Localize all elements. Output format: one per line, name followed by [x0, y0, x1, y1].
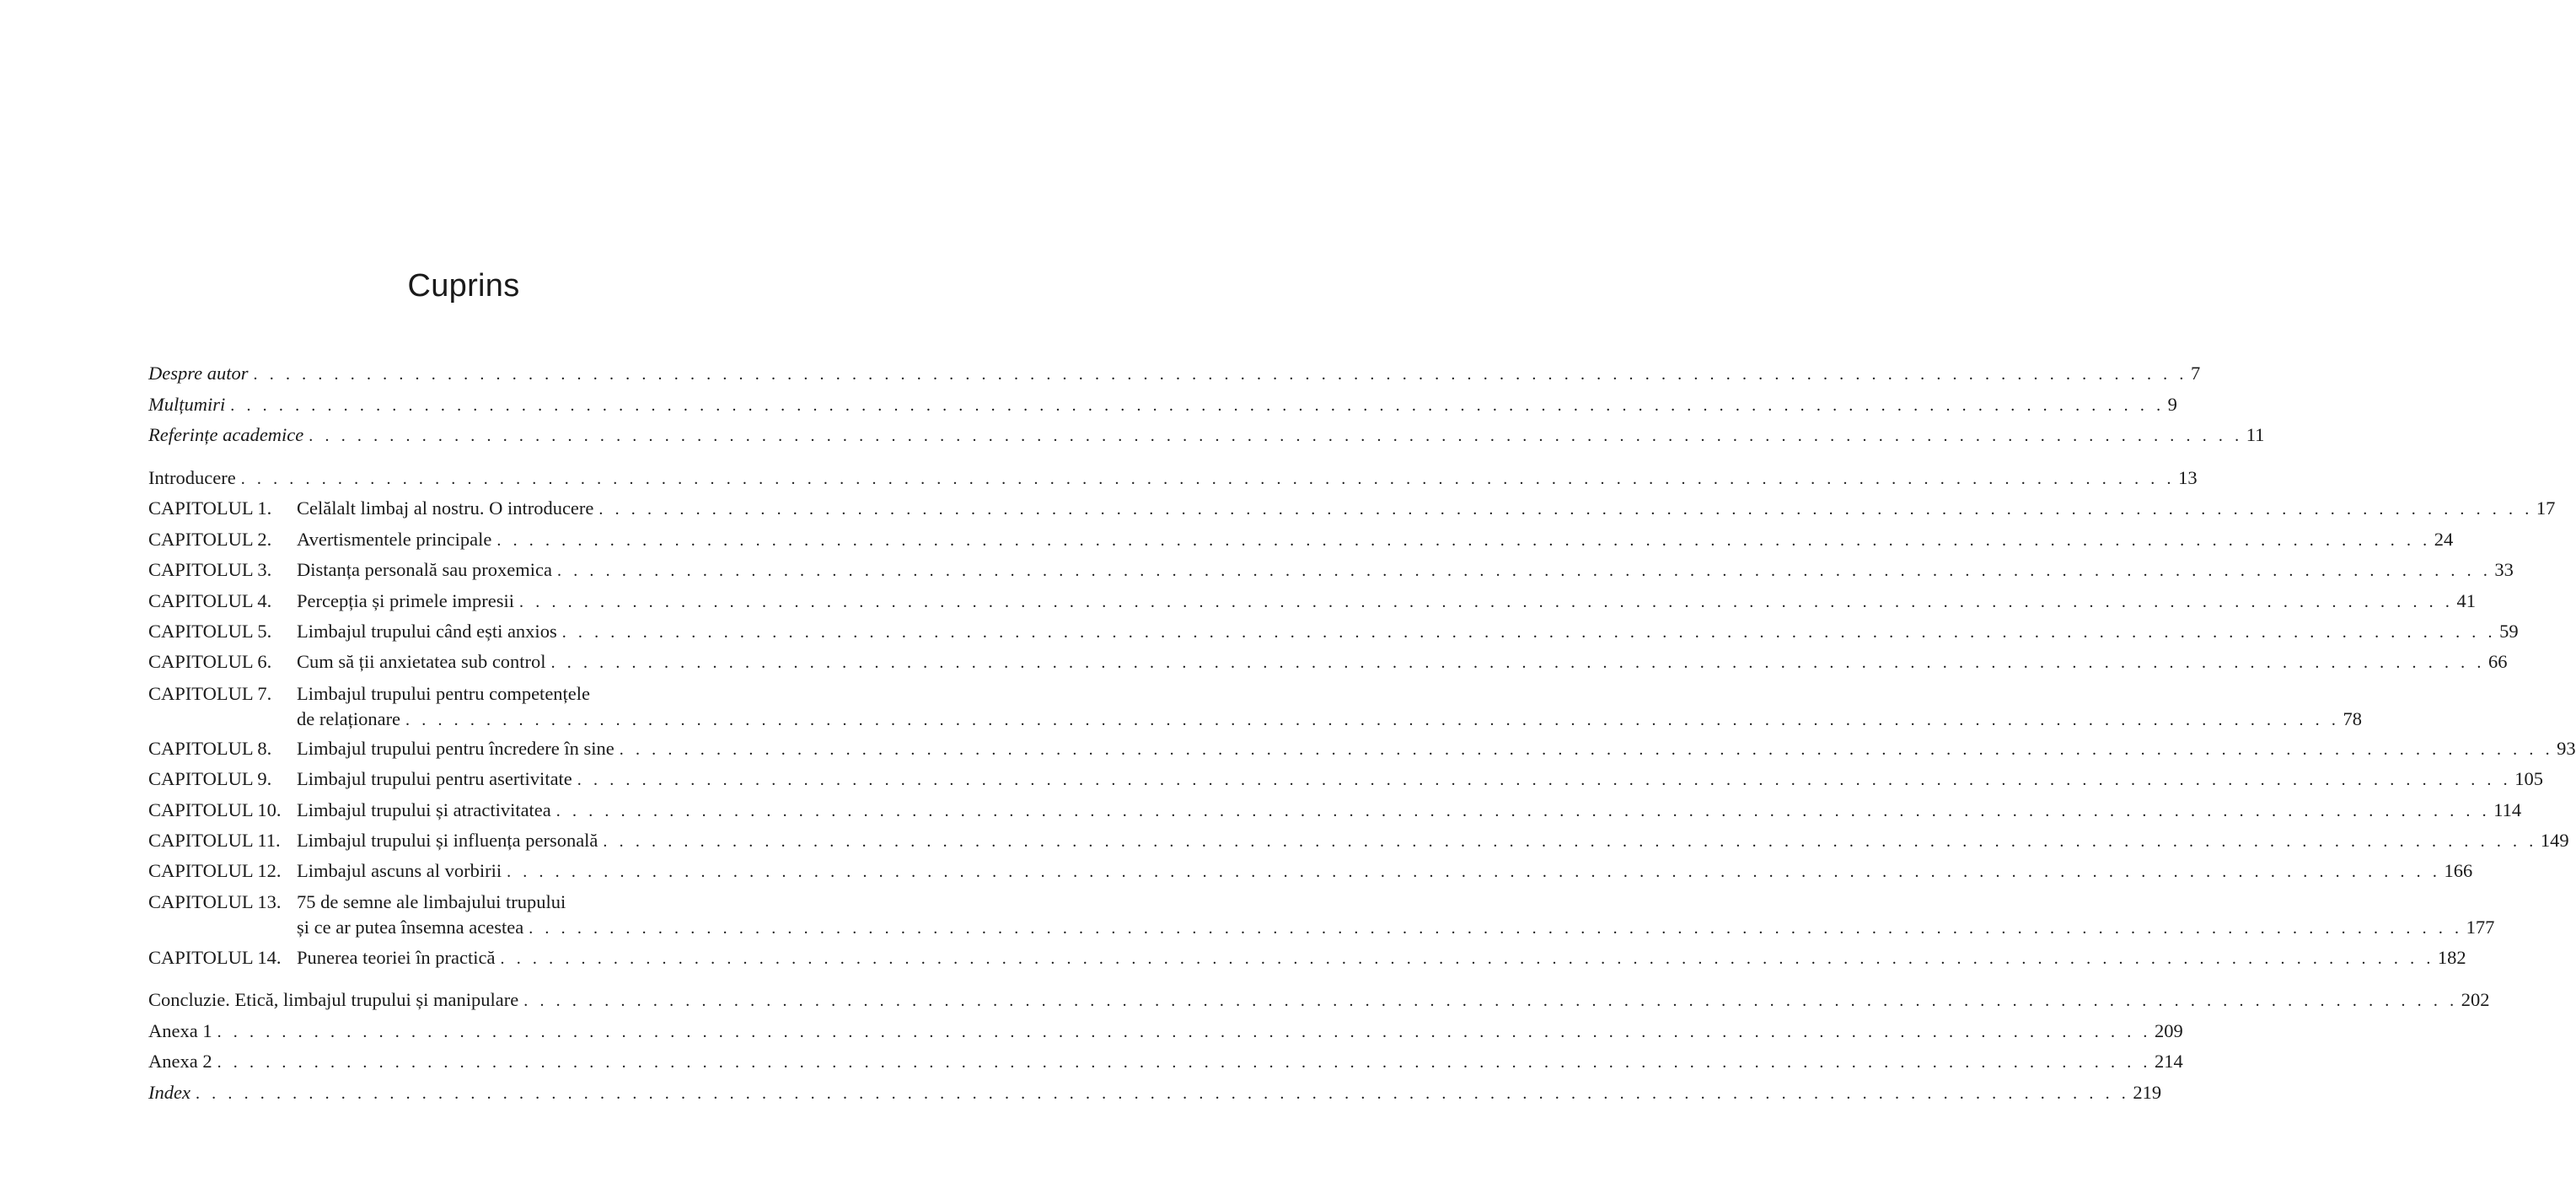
dot-leader: . . . . . . . . . . . . . . . . . . . . . . . . . . . . . . . . . . . . . . . . . . . . . . . . . . . . . . . . . . . . . . . . . . . . . . . . . . . . . . . . . . . . . . . . . . . . . . . . . . . . . . . . . . . . . . . . . . . . . . . . — [217, 1023, 2152, 1041]
entry-title: Distanța personală sau proxemica — [297, 559, 553, 580]
page-number: 114 — [2493, 799, 2522, 820]
dot-leader: . . . . . . . . . . . . . . . . . . . . . . . . . . . . . . . . . . . . . . . . . . . . . . . . . . . . . . . . . . . . . . . . . . . . . . . . . . . . . . . . . . . . . . . . . . . . . . . . . . . . . . . . . . . . . . . . . . . . . . . . — [230, 396, 2165, 415]
entry-title-continued: de relaționare — [297, 708, 401, 729]
dot-leader: . . . . . . . . . . . . . . . . . . . . . . . . . . . . . . . . . . . . . . . . . . . . . . . . . . . . . . . . . . . . . . . . . . . . . . . . . . . . . . . . . . . . . . . . . . . . . . . . . . . . . . . . . . . . . . . . . . . . . . . . — [195, 1084, 2130, 1103]
page-title: Cuprins — [407, 268, 520, 304]
dot-leader: . . . . . . . . . . . . . . . . . . . . . . . . . . . . . . . . . . . . . . . . . . . . . . . . . . . . . . . . . . . . . . . . . . . . . . . . . . . . . . . . . . . . . . . . . . . . . . . . . . . . . . . . . . . . . . . . . . . . . . . . — [555, 802, 2491, 820]
page-number: 66 — [2487, 651, 2508, 672]
page-number: 219 — [2133, 1082, 2162, 1103]
dot-leader: . . . . . . . . . . . . . . . . . . . . . . . . . . . . . . . . . . . . . . . . . . . . . . . . . . . . . . . . . . . . . . . . . . . . . . . . . . . . . . . . . . . . . . . . . . . . . . . . . . . . . . . . . . . . . . . . . . . . . . . . — [519, 593, 2454, 611]
toc-entry[interactable] — [148, 422, 2265, 448]
dot-leader: . . . . . . . . . . . . . . . . . . . . . . . . . . . . . . . . . . . . . . . . . . . . . . . . . . . . . . . . . . . . . . . . . . . . . . . . . . . . . . . . . . . . . . . . . . . . . . . . . . . . . . . . . . . . . . . . . . . . . . . . — [603, 832, 2537, 851]
toc-entry[interactable] — [148, 527, 2454, 552]
chapter-label: CAPITOLUL 2. — [148, 529, 272, 550]
page-number: 93 — [2557, 738, 2576, 759]
entry-title: Punerea teoriei în practică — [297, 947, 496, 968]
chapter-label: CAPITOLUL 11. — [148, 830, 281, 851]
chapter-label: CAPITOLUL 6. — [148, 651, 272, 672]
toc-entry[interactable] — [148, 557, 2514, 583]
toc-entry[interactable] — [148, 619, 2519, 644]
entry-title: Despre autor — [148, 363, 249, 384]
toc-entry[interactable] — [148, 649, 2508, 675]
chapter-label: CAPITOLUL 3. — [148, 559, 272, 580]
toc-entry[interactable] — [148, 681, 2362, 732]
entry-title: Referințe academice — [148, 424, 304, 445]
toc-entry[interactable] — [148, 361, 2201, 386]
toc-entry[interactable] — [148, 828, 2569, 853]
toc-entry[interactable] — [148, 1080, 2162, 1105]
entry-title: 75 de semne ale limbajului trupului — [297, 891, 566, 912]
toc-entry[interactable] — [148, 890, 2495, 940]
dot-leader: . . . . . . . . . . . . . . . . . . . . . . . . . . . . . . . . . . . . . . . . . . . . . . . . . . . . . . . . . . . . . . . . . . . . . . . . . . . . . . . . . . . . . . . . . . . . . . . . . . . . . . . . . . . . . . . . . . . . . . . . — [496, 531, 2431, 550]
chapter-label: CAPITOLUL 8. — [148, 738, 272, 759]
page-number: 182 — [2437, 947, 2466, 968]
toc-entry[interactable] — [148, 766, 2543, 792]
chapter-label: CAPITOLUL 5. — [148, 621, 272, 642]
dot-leader: . . . . . . . . . . . . . . . . . . . . . . . . . . . . . . . . . . . . . . . . . . . . . . . . . . . . . . . . . . . . . . . . . . . . . . . . . . . . . . . . . . . . . . . . . . . . . . . . . . . . . . . . . . . . . . . . . . . . . . . . — [577, 771, 2512, 789]
entry-title: Percepția și primele impresii — [297, 590, 515, 611]
dot-leader: . . . . . . . . . . . . . . . . . . . . . . . . . . . . . . . . . . . . . . . . . . . . . . . . . . . . . . . . . . . . . . . . . . . . . . . . . . . . . . . . . . . . . . . . . . . . . . . . . . . . . . . . . . . . . . . . . . . . . . . . — [217, 1053, 2152, 1072]
page-number: 177 — [2466, 917, 2495, 938]
dot-leader: . . . . . . . . . . . . . . . . . . . . . . . . . . . . . . . . . . . . . . . . . . . . . . . . . . . . . . . . . . . . . . . . . . . . . . . . . . . . . . . . . . . . . . . . . . . . . . . . . . . . . . . . . . . . . . . . . . . . . . . . — [529, 919, 2463, 938]
chapter-label: CAPITOLUL 1. — [148, 497, 272, 519]
entry-title: Mulțumiri — [148, 394, 226, 415]
toc-entry[interactable] — [148, 392, 2177, 417]
page-number: 41 — [2456, 590, 2476, 611]
dot-leader: . . . . . . . . . . . . . . . . . . . . . . . . . . . . . . . . . . . . . . . . . . . . . . . . . . . . . . . . . . . . . . . . . . . . . . . . . . . . . . . . . . . . . . . . . . . . . . . . . . . . . . . . . . . . . . . . . . . . . . . . — [253, 365, 2187, 384]
chapter-label: CAPITOLUL 9. — [148, 768, 272, 789]
page-number: 149 — [2540, 830, 2569, 851]
page-number: 214 — [2155, 1051, 2183, 1072]
toc-entry[interactable] — [148, 1049, 2183, 1074]
toc-entry[interactable] — [148, 798, 2522, 823]
entry-title: Limbajul trupului pentru asertivitate — [297, 768, 572, 789]
page-number: 202 — [2461, 989, 2490, 1010]
dot-leader: . . . . . . . . . . . . . . . . . . . . . . . . . . . . . . . . . . . . . . . . . . . . . . . . . . . . . . . . . . . . . . . . . . . . . . . . . . . . . . . . . . . . . . . . . . . . . . . . . . . . . . . . . . . . . . . . . . . . . . . . — [557, 562, 2492, 580]
page-number: 78 — [2343, 708, 2362, 729]
page-number: 24 — [2434, 529, 2454, 550]
chapter-label: CAPITOLUL 14. — [148, 947, 282, 968]
dot-leader: . . . . . . . . . . . . . . . . . . . . . . . . . . . . . . . . . . . . . . . . . . . . . . . . . . . . . . . . . . . . . . . . . . . . . . . . . . . . . . . . . . . . . . . . . . . . . . . . . . . . . . . . . . . . . . . . . . . . . . . . — [619, 740, 2554, 759]
chapter-label: CAPITOLUL 13. — [148, 891, 282, 912]
entry-title: Cum să ții anxietatea sub control — [297, 651, 546, 672]
toc-entry[interactable] — [148, 589, 2476, 614]
page-number: 9 — [2167, 394, 2177, 415]
entry-title: Celălalt limbaj al nostru. O introducere — [297, 497, 594, 519]
page-number: 7 — [2190, 363, 2201, 384]
toc-entry[interactable] — [148, 945, 2466, 970]
entry-title: Avertismentele principale — [297, 529, 492, 550]
entry-title: Limbajul trupului când ești anxios — [297, 621, 557, 642]
entry-title: Limbajul trupului și atractivitatea — [297, 799, 551, 820]
toc-entry[interactable] — [148, 1019, 2183, 1044]
page-number: 33 — [2494, 559, 2514, 580]
entry-title-continued: și ce ar putea însemna acestea — [297, 917, 524, 938]
entry-title: Limbajul trupului și influența personală — [297, 830, 598, 851]
page-number: 209 — [2155, 1020, 2183, 1041]
chapter-label: CAPITOLUL 12. — [148, 860, 282, 881]
chapter-label: CAPITOLUL 4. — [148, 590, 272, 611]
dot-leader: . . . . . . . . . . . . . . . . . . . . . . . . . . . . . . . . . . . . . . . . . . . . . . . . . . . . . . . . . . . . . . . . . . . . . . . . . . . . . . . . . . . . . . . . . . . . . . . . . . . . . . . . . . . . . . . . . . . . . . . . — [523, 992, 2458, 1010]
page-number: 11 — [2246, 424, 2265, 445]
chapter-label: CAPITOLUL 7. — [148, 683, 272, 704]
page-number: 105 — [2514, 768, 2543, 789]
dot-leader: . . . . . . . . . . . . . . . . . . . . . . . . . . . . . . . . . . . . . . . . . . . . . . . . . . . . . . . . . . . . . . . . . . . . . . . . . . . . . . . . . . . . . . . . . . . . . . . . . . . . . . . . . . . . . . . . . . . . . . . . — [561, 623, 2497, 642]
dot-leader: . . . . . . . . . . . . . . . . . . . . . . . . . . . . . . . . . . . . . . . . . . . . . . . . . . . . . . . . . . . . . . . . . . . . . . . . . . . . . . . . . . . . . . . . . . . . . . . . . . . . . . . . . . . . . . . . . . . . . . . . — [405, 711, 2340, 729]
toc-entry[interactable] — [148, 736, 2576, 761]
toc-entry[interactable] — [148, 987, 2490, 1013]
entry-title: Concluzie. Etică, limbajul trupului și manipulare — [148, 989, 519, 1010]
dot-leader: . . . . . . . . . . . . . . . . . . . . . . . . . . . . . . . . . . . . . . . . . . . . . . . . . . . . . . . . . . . . . . . . . . . . . . . . . . . . . . . . . . . . . . . . . . . . . . . . . . . . . . . . . . . . . . . . . . . . . . . . — [309, 427, 2243, 445]
dot-leader: . . . . . . . . . . . . . . . . . . . . . . . . . . . . . . . . . . . . . . . . . . . . . . . . . . . . . . . . . . . . . . . . . . . . . . . . . . . . . . . . . . . . . . . . . . . . . . . . . . . . . . . . . . . . . . . . . . . . . . . . — [240, 470, 2176, 488]
chapter-label: CAPITOLUL 10. — [148, 799, 282, 820]
page-number: 166 — [2444, 860, 2473, 881]
page-number: 59 — [2499, 621, 2519, 642]
dot-leader: . . . . . . . . . . . . . . . . . . . . . . . . . . . . . . . . . . . . . . . . . . . . . . . . . . . . . . . . . . . . . . . . . . . . . . . . . . . . . . . . . . . . . . . . . . . . . . . . . . . . . . . . . . . . . . . . . . . . . . . . — [550, 653, 2485, 672]
entry-title: Anexa 2 — [148, 1051, 212, 1072]
page-number: 13 — [2178, 467, 2198, 488]
toc-entry[interactable] — [148, 858, 2473, 884]
entry-title: Introducere — [148, 467, 236, 488]
toc-entry[interactable] — [148, 496, 2556, 521]
toc-entry[interactable] — [148, 465, 2198, 491]
page-number: 17 — [2536, 497, 2556, 519]
entry-title: Limbajul ascuns al vorbirii — [297, 860, 502, 881]
entry-title: Anexa 1 — [148, 1020, 212, 1041]
dot-leader: . . . . . . . . . . . . . . . . . . . . . . . . . . . . . . . . . . . . . . . . . . . . . . . . . . . . . . . . . . . . . . . . . . . . . . . . . . . . . . . . . . . . . . . . . . . . . . . . . . . . . . . . . . . . . . . . . . . . . . . . — [598, 500, 2533, 519]
entry-title: Limbajul trupului pentru încredere în sine — [297, 738, 614, 759]
entry-title: Limbajul trupului pentru competențele — [297, 683, 591, 704]
dot-leader: . . . . . . . . . . . . . . . . . . . . . . . . . . . . . . . . . . . . . . . . . . . . . . . . . . . . . . . . . . . . . . . . . . . . . . . . . . . . . . . . . . . . . . . . . . . . . . . . . . . . . . . . . . . . . . . . . . . . . . . . — [500, 949, 2434, 968]
entry-title: Index — [148, 1082, 191, 1103]
dot-leader: . . . . . . . . . . . . . . . . . . . . . . . . . . . . . . . . . . . . . . . . . . . . . . . . . . . . . . . . . . . . . . . . . . . . . . . . . . . . . . . . . . . . . . . . . . . . . . . . . . . . . . . . . . . . . . . . . . . . . . . . — [507, 863, 2441, 881]
